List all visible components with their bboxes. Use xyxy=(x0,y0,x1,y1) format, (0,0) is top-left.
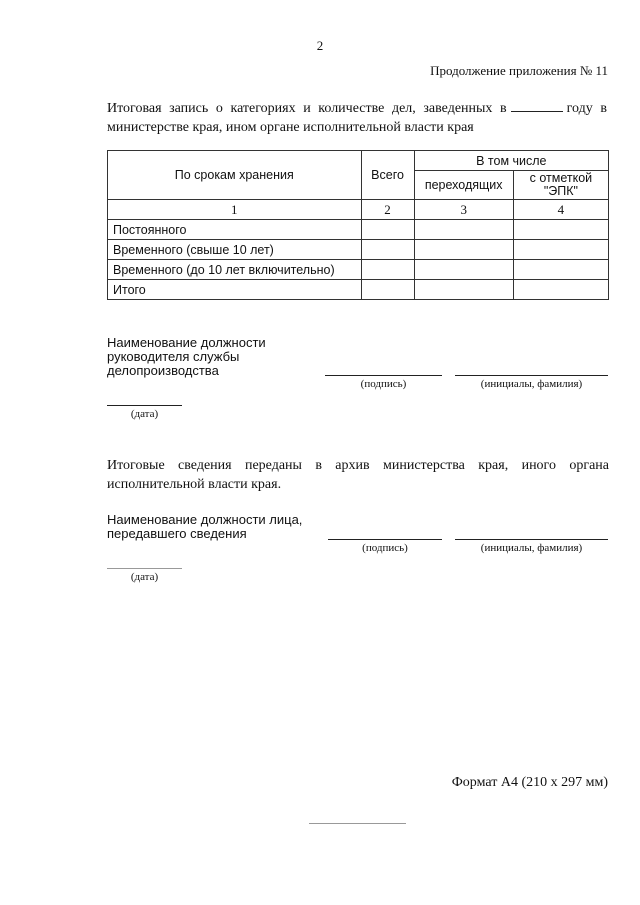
col-number: 1 xyxy=(108,200,362,220)
date-caption: (дата) xyxy=(130,408,159,420)
signature-caption: (подпись) xyxy=(360,378,407,390)
header-including: В том числе xyxy=(414,151,608,171)
footer-divider xyxy=(309,823,406,824)
header-transfer: переходящих xyxy=(414,171,513,200)
table-cell[interactable] xyxy=(513,260,608,280)
table-cell[interactable] xyxy=(414,280,513,300)
position-line: Наименование должности лица, xyxy=(107,512,303,527)
row-label: Временного (до 10 лет включительно) xyxy=(108,260,362,280)
date-caption: (дата) xyxy=(130,571,159,583)
name-line[interactable] xyxy=(455,539,608,540)
signature-line[interactable] xyxy=(325,375,442,376)
year-blank xyxy=(511,99,563,112)
position-line: передавшего сведения xyxy=(107,526,247,541)
signature-caption: (подпись) xyxy=(362,542,408,554)
position-title-1 xyxy=(107,336,266,378)
col-number: 2 xyxy=(361,200,414,220)
row-label: Постоянного xyxy=(108,220,362,240)
header-period: По срокам хранения xyxy=(108,151,362,200)
table-cell[interactable] xyxy=(361,240,414,260)
format-note: Формат А4 (210 х 297 мм) xyxy=(451,775,608,790)
table-cell[interactable] xyxy=(414,220,513,240)
date-line[interactable] xyxy=(107,405,182,406)
table-cell[interactable] xyxy=(513,280,608,300)
table-row xyxy=(108,220,609,240)
position-line: Наименование должности xyxy=(107,335,266,350)
col-number: 3 xyxy=(414,200,513,220)
name-caption: (инициалы, фамилия) xyxy=(480,542,583,554)
position-title-2 xyxy=(107,513,302,541)
header-total: Всего xyxy=(361,151,414,200)
row-label: Итого xyxy=(108,280,362,300)
table-cell[interactable] xyxy=(361,280,414,300)
position-line: руководителя службы xyxy=(107,349,240,364)
date-line[interactable] xyxy=(107,568,182,569)
record-title xyxy=(107,99,607,137)
name-caption: (инициалы, фамилия) xyxy=(480,378,583,390)
continuation-note: Продолжение приложения № 11 xyxy=(430,63,608,78)
name-line[interactable] xyxy=(455,375,608,376)
table-row xyxy=(108,260,609,280)
title-part2: году xyxy=(566,101,593,116)
col-number: 4 xyxy=(513,200,608,220)
table-cell[interactable] xyxy=(513,220,608,240)
archive-paragraph: Итоговые сведения переданы в архив министерства края, иного органа исполнительной власти края. xyxy=(107,458,609,492)
position-line: делопроизводства xyxy=(107,363,219,378)
table-row xyxy=(108,280,609,300)
table-cell[interactable] xyxy=(361,260,414,280)
table-row xyxy=(108,240,609,260)
table-cell[interactable] xyxy=(513,240,608,260)
header-epk: с отметкой "ЭПК" xyxy=(513,171,608,200)
table-cell[interactable] xyxy=(414,240,513,260)
page-number: 2 xyxy=(316,38,324,53)
table-cell[interactable] xyxy=(414,260,513,280)
title-part1: Итоговая запись о категориях и количестве дел, заведенных в xyxy=(107,101,507,116)
row-label: Временного (свыше 10 лет) xyxy=(108,240,362,260)
table-cell[interactable] xyxy=(361,220,414,240)
title-part3: в министерстве края, ином органе исполнительной власти края xyxy=(107,101,607,135)
summary-table xyxy=(107,150,609,300)
signature-line[interactable] xyxy=(328,539,442,540)
